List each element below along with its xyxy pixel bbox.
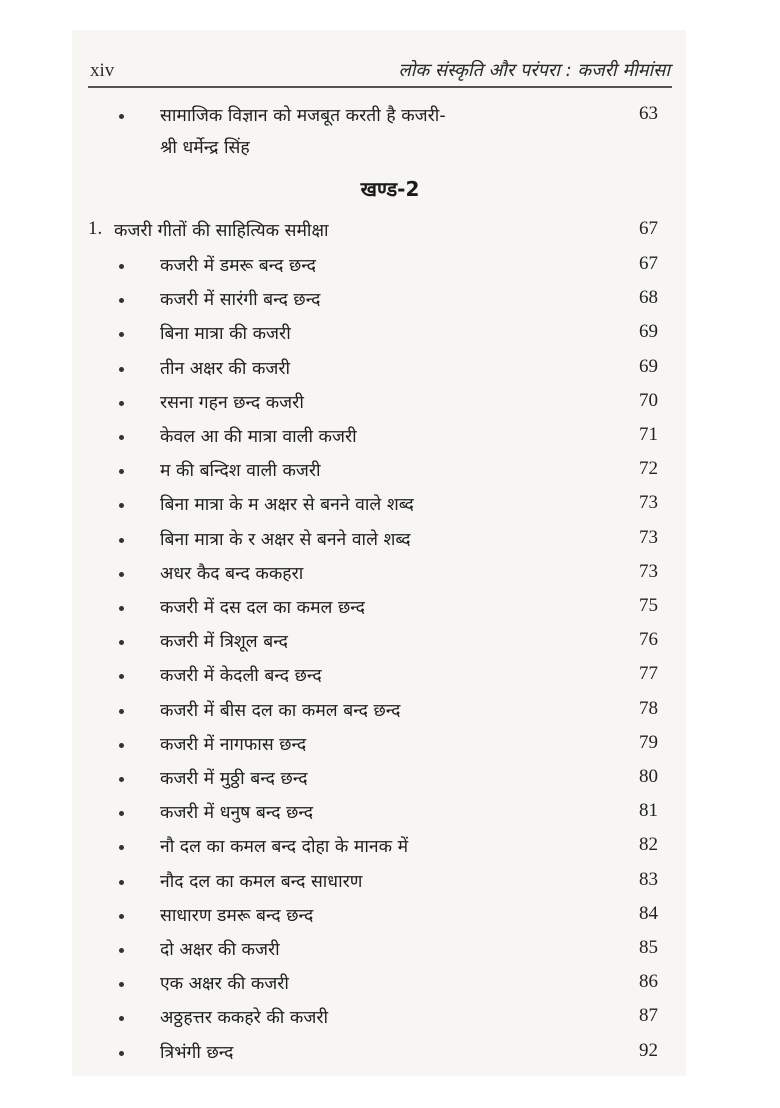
bullet-icon (119, 264, 124, 269)
entry-page: 75 (639, 595, 658, 616)
toc-entry (0, 661, 780, 691)
chapter-entry (0, 216, 780, 246)
entry-page: 82 (639, 834, 658, 856)
bullet-icon (119, 777, 124, 782)
bullet-icon (119, 880, 124, 885)
bullet-icon (119, 743, 124, 748)
entry-title: सामाजिक विज्ञान को मजबूत करती है कजरी- (160, 106, 446, 126)
toc-entry (0, 456, 780, 486)
bullet-icon (119, 845, 124, 850)
entry-title: कजरी में डमरू बन्द छन्द (160, 256, 316, 276)
entry-page: 73 (639, 526, 658, 548)
entry-title: कजरी में बीस दल का कमल बन्द छन्द (160, 700, 401, 721)
entry-author: श्री धर्मेन्द्र सिंह (160, 138, 250, 158)
entry-title: कजरी में त्रिशूल बन्द (160, 632, 288, 653)
toc-entry (0, 935, 780, 965)
entry-title: कजरी में दस दल का कमल छन्द (160, 598, 365, 618)
entry-title: कजरी में सारंगी बन्द छन्द (160, 290, 321, 311)
bullet-icon (119, 1051, 124, 1056)
toc-entry (0, 764, 780, 794)
entry-page: 83 (639, 868, 658, 890)
entry-title: केवल आ की मात्रा वाली कजरी (160, 427, 357, 447)
toc-entry (0, 101, 780, 131)
entry-title: त्रिभंगी छन्द (160, 1042, 234, 1063)
toc-entry (0, 490, 780, 520)
entry-page: 86 (639, 971, 658, 993)
toc-entry (0, 969, 780, 999)
bullet-icon (119, 811, 124, 816)
entry-title: नौद दल का कमल बन्द साधारण (160, 871, 363, 892)
entry-page: 80 (639, 766, 658, 787)
entry-page: 85 (639, 937, 658, 958)
bullet-icon (119, 367, 124, 372)
book-title: लोक संस्कृति और परंपरा : कजरी मीमांसा (398, 60, 670, 81)
bullet-icon (119, 435, 124, 440)
entry-page: 76 (639, 629, 658, 651)
bullet-icon (119, 606, 124, 611)
bullet-icon (119, 401, 124, 406)
entry-page: 63 (639, 103, 658, 124)
entry-page: 92 (639, 1039, 658, 1061)
toc-entry (0, 525, 780, 555)
bullet-icon (119, 640, 124, 645)
toc-entry (0, 1003, 780, 1033)
toc-entry (0, 696, 780, 726)
entry-title: अठ्ठहत्तर ककहरे की कजरी (160, 1008, 329, 1029)
bullet-icon (119, 709, 124, 714)
bullet-icon (119, 674, 124, 679)
entry-page: 79 (639, 731, 658, 753)
toc-entry (0, 867, 780, 897)
entry-title: कजरी में धनुष बन्द छन्द (160, 803, 314, 824)
entry-page: 71 (639, 424, 658, 445)
toc-entry (0, 798, 780, 828)
toc-entry (0, 251, 780, 281)
entry-title: बिना मात्रा के म अक्षर से बनने वाले शब्द (160, 495, 414, 516)
entry-page: 78 (639, 697, 658, 719)
entry-page: 68 (639, 287, 658, 309)
entry-title: अधर कैद बन्द ककहरा (160, 563, 304, 584)
entry-title: तीन अक्षर की कजरी (160, 358, 291, 379)
running-header (88, 56, 672, 88)
entry-page: 73 (639, 560, 658, 582)
toc-entry (0, 832, 780, 862)
entry-title: बिना मात्रा के र अक्षर से बनने वाले शब्द (160, 529, 411, 550)
header-rule (88, 86, 672, 88)
entry-page: 69 (639, 355, 658, 377)
bullet-icon (119, 538, 124, 543)
chapter-page: 67 (639, 218, 658, 239)
entry-page: 84 (639, 902, 658, 924)
toc-entry (0, 593, 780, 623)
entry-title: बिना मात्रा की कजरी (160, 324, 291, 345)
entry-title: नौ दल का कमल बन्द दोहा के मानक में (160, 837, 409, 858)
toc-entry (0, 388, 780, 418)
section-heading: खण्ड-2 (360, 177, 420, 201)
entry-page: 81 (639, 800, 658, 822)
entry-page: 87 (639, 1005, 658, 1027)
entry-title: साधारण डमरू बन्द छन्द (160, 905, 314, 926)
entry-title: एक अक्षर की कजरी (160, 974, 289, 995)
entry-title: दो अक्षर की कजरी (160, 940, 280, 960)
bullet-icon (119, 572, 124, 577)
entry-page: 72 (639, 458, 658, 480)
toc-entry (0, 319, 780, 349)
entry-title: कजरी में नागफास छन्द (160, 734, 307, 755)
chapter-title: कजरी गीतों की साहित्यिक समीक्षा (114, 221, 329, 241)
entry-page: 77 (639, 663, 658, 685)
toc-entry (0, 627, 780, 657)
bullet-icon (119, 298, 124, 303)
toc-entry (0, 559, 780, 589)
toc-entry (0, 354, 780, 384)
entry-title: रसना गहन छन्द कजरी (160, 392, 304, 413)
bullet-icon (119, 332, 124, 337)
entry-title: कजरी में केदली बन्द छन्द (160, 666, 322, 687)
entry-title: कजरी में मुठ्ठी बन्द छन्द (160, 769, 308, 789)
entry-page: 69 (639, 321, 658, 343)
toc-entry (0, 730, 780, 760)
toc-entry-continuation (0, 133, 780, 163)
bullet-icon (119, 914, 124, 919)
bullet-icon (119, 1016, 124, 1021)
entry-page: 73 (639, 492, 658, 514)
bullet-icon (119, 114, 124, 119)
bullet-icon (119, 503, 124, 508)
entry-page: 70 (639, 389, 658, 411)
bullet-icon (119, 469, 124, 474)
toc-entry (0, 285, 780, 315)
bullet-icon (119, 982, 124, 987)
chapter-number: 1. (88, 218, 103, 239)
toc-entry (0, 422, 780, 452)
toc-entry (0, 1038, 780, 1068)
entry-page: 67 (639, 253, 658, 274)
bullet-icon (119, 948, 124, 953)
toc-entry (0, 901, 780, 931)
entry-title: म की बन्दिश वाली कजरी (160, 461, 321, 482)
page-number: xiv (90, 60, 115, 81)
